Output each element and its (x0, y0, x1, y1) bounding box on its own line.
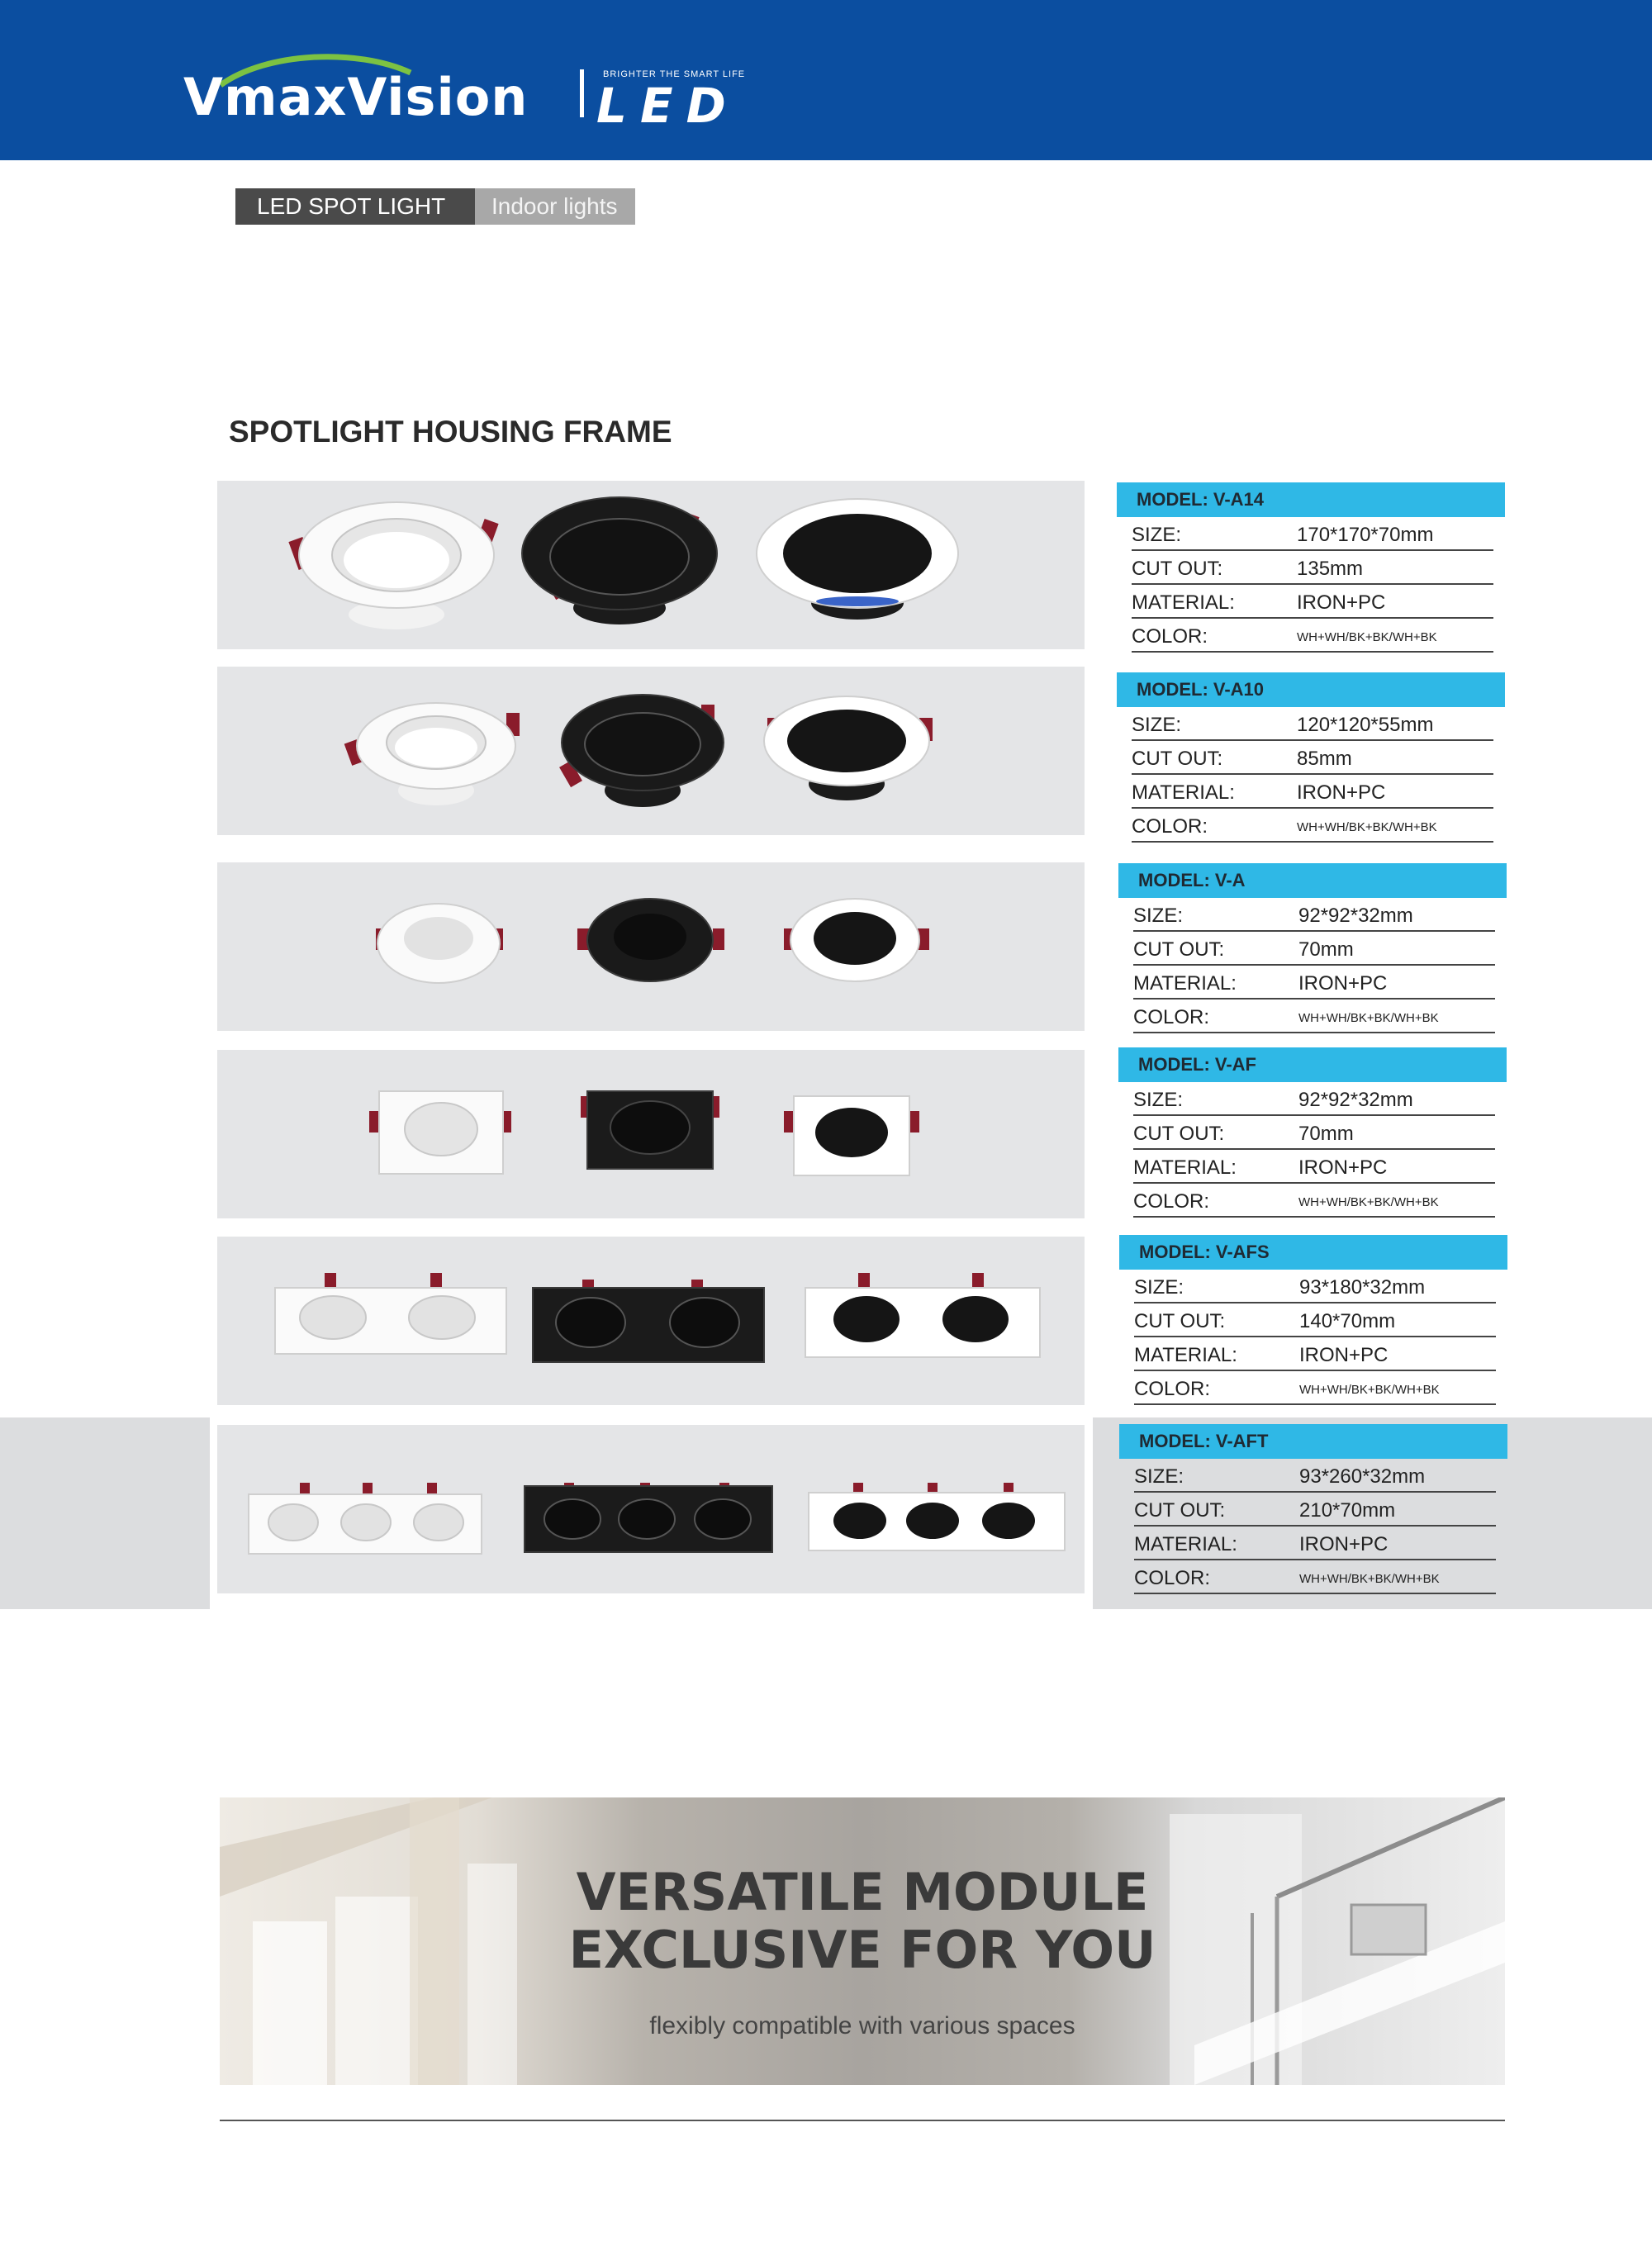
spec-label: COLOR: (1134, 1378, 1211, 1400)
spec-row-size (1134, 1270, 1496, 1303)
spec-row-color (1133, 1184, 1495, 1218)
spec-label: COLOR: (1133, 1190, 1210, 1213)
spec-value: IRON+PC (1299, 1533, 1389, 1555)
spec-value: 85mm (1297, 748, 1352, 770)
spec-label: CUT OUT: (1132, 748, 1223, 770)
spec-row-size (1132, 707, 1493, 741)
model-name: MODEL: V-AFS (1119, 1235, 1507, 1270)
led-logo: LED (596, 78, 739, 134)
spec-value: 70mm (1298, 1123, 1354, 1145)
product-photo-v-a14 (217, 481, 1085, 649)
spec-row-material (1132, 775, 1493, 809)
spec-label: MATERIAL: (1134, 1533, 1237, 1555)
spec-label: MATERIAL: (1132, 781, 1235, 804)
spec-value: WH+WH/BK+BK/WH+BK (1298, 1011, 1439, 1025)
spec-table-v-a (1118, 863, 1507, 1033)
model-name: MODEL: V-A14 (1117, 482, 1505, 517)
spec-label: MATERIAL: (1133, 972, 1237, 995)
product-image-v-aft (217, 1425, 1085, 1593)
spec-row-size (1132, 517, 1493, 551)
spec-label: COLOR: (1133, 1006, 1210, 1028)
spec-table-v-afs (1119, 1235, 1507, 1405)
spec-value: 93*180*32mm (1299, 1276, 1426, 1299)
spec-row-size (1133, 898, 1495, 932)
spec-label: SIZE: (1134, 1276, 1184, 1299)
spec-label: CUT OUT: (1134, 1499, 1226, 1522)
product-photo-v-afs (217, 1237, 1085, 1405)
product-photo-v-aft (217, 1425, 1085, 1593)
spec-label: COLOR: (1132, 815, 1208, 838)
product-image-v-a10 (217, 667, 1085, 835)
spec-table-v-af (1118, 1047, 1507, 1218)
band-left (0, 1417, 210, 1609)
spec-row-size (1133, 1082, 1495, 1116)
spec-row-cutout (1134, 1493, 1496, 1527)
spec-value: IRON+PC (1298, 1156, 1388, 1179)
tab-indoor-lights[interactable]: Indoor lights (475, 188, 635, 225)
promo-banner (220, 1797, 1505, 2085)
spec-label: CUT OUT: (1133, 938, 1225, 961)
bottom-divider (220, 2120, 1505, 2121)
spec-label: COLOR: (1132, 625, 1208, 648)
spec-value: WH+WH/BK+BK/WH+BK (1298, 1195, 1439, 1209)
spec-row-size (1134, 1459, 1496, 1493)
model-name: MODEL: V-AFT (1119, 1424, 1507, 1459)
spec-label: MATERIAL: (1134, 1344, 1237, 1366)
product-image-v-a14 (217, 481, 1085, 649)
spec-row-material (1134, 1527, 1496, 1560)
product-photo-v-a (217, 862, 1085, 1031)
spec-row-color (1134, 1371, 1496, 1405)
category-tabs (235, 188, 635, 225)
spec-label: CUT OUT: (1133, 1123, 1225, 1145)
spec-row-material (1133, 1150, 1495, 1184)
spec-value: WH+WH/BK+BK/WH+BK (1297, 820, 1437, 834)
spec-table-v-a10 (1117, 672, 1505, 843)
spec-row-cutout (1133, 932, 1495, 966)
spec-row-cutout (1133, 1116, 1495, 1150)
spec-label: SIZE: (1132, 714, 1182, 736)
spec-value: 70mm (1298, 938, 1354, 961)
spec-label: SIZE: (1133, 1089, 1184, 1111)
spec-value: IRON+PC (1299, 1344, 1389, 1366)
spec-row-material (1132, 585, 1493, 619)
spec-value: 93*260*32mm (1299, 1465, 1426, 1488)
spec-value: WH+WH/BK+BK/WH+BK (1299, 1572, 1440, 1586)
spec-row-cutout (1134, 1303, 1496, 1337)
brand-tagline: BRIGHTER THE SMART LIFE (603, 69, 746, 79)
spec-table-v-aft (1119, 1424, 1507, 1594)
section-title: SPOTLIGHT HOUSING FRAME (229, 415, 672, 449)
spec-value: WH+WH/BK+BK/WH+BK (1297, 630, 1437, 644)
banner-title-line2: EXCLUSIVE FOR YOU (568, 1920, 1156, 1980)
spec-value: 210*70mm (1299, 1499, 1396, 1522)
spec-value: IRON+PC (1298, 972, 1388, 995)
spec-value: 135mm (1297, 558, 1364, 580)
banner-title-line1: VERSATILE MODULE (576, 1862, 1149, 1922)
model-name: MODEL: V-A (1118, 863, 1507, 898)
spec-label: CUT OUT: (1134, 1310, 1226, 1332)
spec-row-cutout (1132, 551, 1493, 585)
spec-value: 92*92*32mm (1298, 1089, 1413, 1111)
spec-label: MATERIAL: (1133, 1156, 1237, 1179)
header-bar (0, 0, 1652, 160)
spec-value: IRON+PC (1297, 781, 1386, 804)
spec-label: MATERIAL: (1132, 591, 1235, 614)
spec-row-color (1132, 809, 1493, 843)
product-image-v-afs (217, 1237, 1085, 1405)
tab-led-spot-light[interactable]: LED SPOT LIGHT (235, 188, 475, 225)
spec-row-material (1133, 966, 1495, 1000)
banner-subtitle: flexibly compatible with various spaces (649, 2012, 1075, 2039)
spec-value: WH+WH/BK+BK/WH+BK (1299, 1383, 1440, 1397)
spec-label: SIZE: (1133, 905, 1184, 927)
spec-label: COLOR: (1134, 1567, 1211, 1589)
product-image-v-a (217, 862, 1085, 1031)
brand-logo: VmaxVision (183, 67, 529, 127)
model-name: MODEL: V-AF (1118, 1047, 1507, 1082)
spec-row-cutout (1132, 741, 1493, 775)
product-photo-v-a10 (217, 667, 1085, 835)
spec-label: SIZE: (1132, 524, 1182, 546)
product-photo-v-af (217, 1050, 1085, 1218)
spec-value: 120*120*55mm (1297, 714, 1434, 736)
product-image-v-af (217, 1050, 1085, 1218)
spec-row-color (1132, 619, 1493, 653)
spec-table-v-a14 (1117, 482, 1505, 653)
spec-label: CUT OUT: (1132, 558, 1223, 580)
spec-value: 92*92*32mm (1298, 905, 1413, 927)
spec-row-color (1134, 1560, 1496, 1594)
spec-row-color (1133, 1000, 1495, 1033)
spec-row-material (1134, 1337, 1496, 1371)
spec-label: SIZE: (1134, 1465, 1184, 1488)
spec-value: IRON+PC (1297, 591, 1386, 614)
spec-value: 170*170*70mm (1297, 524, 1434, 546)
spec-value: 140*70mm (1299, 1310, 1396, 1332)
logo-divider (580, 69, 584, 117)
model-name: MODEL: V-A10 (1117, 672, 1505, 707)
